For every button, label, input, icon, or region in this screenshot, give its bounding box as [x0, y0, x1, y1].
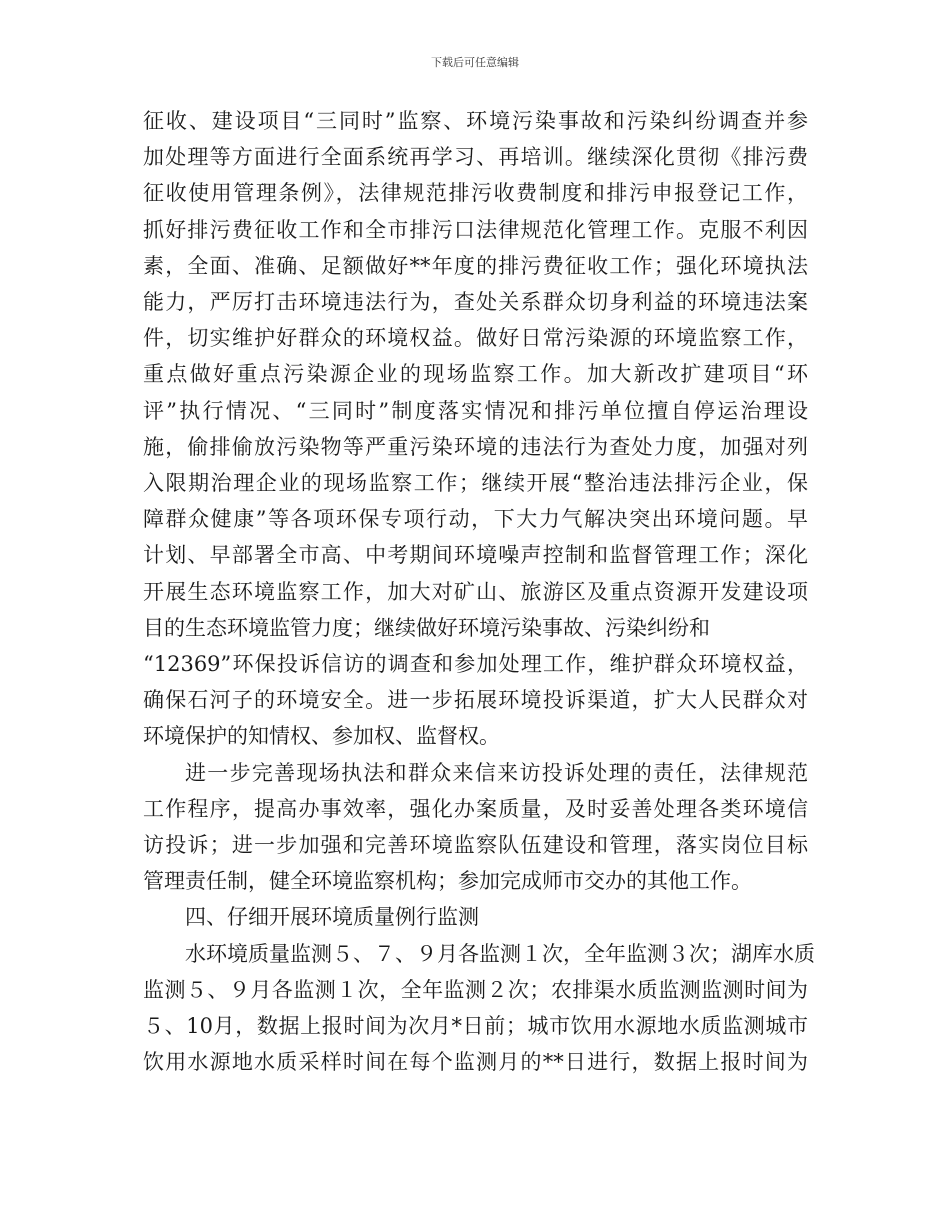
page-header-note: 下载后可任意编辑: [431, 56, 519, 69]
text-line: 环境保护的知情权、参加权、监督权。: [143, 724, 500, 749]
section-heading: [143, 899, 808, 935]
text-line: 管理责任制，健全环境监察机构；参加完成师市交办的其他工作。: [143, 869, 752, 894]
text-line: 施，偷排偷放污染物等严重污染环境的违法行为查处力度，加强对列: [143, 434, 808, 459]
text-line: 入限期治理企业的现场监察工作；继续开展“整治违法排污企业，保: [143, 471, 808, 496]
text-line: 监测５、９月各监测１次，全年监测２次；农排渠水质监测监测时间为: [143, 977, 808, 1002]
text-line: ５、10月，数据上报时间为次月*日前；城市饮用水源地水质监测城市: [143, 1014, 808, 1039]
text-line: 进一步完善现场执法和群众来信来访投诉处理的责任，法律规范: [185, 760, 808, 785]
document-body: [143, 103, 815, 1080]
text-line: 素，全面、准确、足额做好**年度的排污费征收工作；强化环境执法: [143, 253, 808, 278]
text-line: 评”执行情况、“三同时”制度落实情况和排污单位擅自停运治理设: [143, 398, 808, 423]
text-line: 能力，严厉打击环境违法行为，查处关系群众切身利益的环境违法案: [143, 290, 808, 315]
text-line: 开展生态环境监察工作，加大对矿山、旅游区及重点资源开发建设项: [143, 579, 808, 604]
text-line: 加处理等方面进行全面系统再学习、再培训。继续深化贯彻《排污费: [143, 145, 808, 170]
text-line: 水环境质量监测５、７、９月各监测１次，全年监测３次；湖库水质: [185, 941, 815, 966]
paragraph-2: [143, 755, 808, 900]
text-line: 计划、早部署全市高、中考期间环境噪声控制和监督管理工作；深化: [143, 543, 808, 568]
text-line: 饮用水源地水质采样时间在每个监测月的**日进行，数据上报时间为: [143, 1050, 808, 1075]
text-line: 目的生态环境监管力度；继续做好环境污染事故、污染纠纷和: [143, 615, 710, 640]
text-line: 征收使用管理条例》，法律规范排污收费制度和排污申报登记工作，: [143, 181, 808, 206]
text-line: “12369”环保投诉信访的调查和参加处理工作，维护群众环境权益，: [143, 652, 808, 677]
paragraph-3: [143, 936, 815, 1081]
text-line: 访投诉；进一步加强和完善环境监察队伍建设和管理，落实岗位目标: [143, 833, 808, 858]
text-line: 四、仔细开展环境质量例行监测: [185, 905, 479, 930]
text-line: 工作程序，提高办事效率，强化办案质量，及时妥善处理各类环境信: [143, 796, 808, 821]
text-line: 重点做好重点污染源企业的现场监察工作。加大新改扩建项目“环: [143, 362, 808, 387]
text-line: 障群众健康”等各项环保专项行动，下大力气解决突出环境问题。早: [143, 507, 808, 532]
text-line: 征收、建设项目“三同时”监察、环境污染事故和污染纠纷调查并参: [143, 109, 808, 133]
text-line: 确保石河子的环境安全。进一步拓展环境投诉渠道，扩大人民群众对: [143, 688, 808, 713]
paragraph-1: [143, 103, 808, 755]
text-line: 抓好排污费征收工作和全市排污口法律规范化管理工作。克服不利因: [143, 217, 808, 242]
text-line: 件，切实维护好群众的环境权益。做好日常污染源的环境监察工作，: [143, 326, 808, 351]
